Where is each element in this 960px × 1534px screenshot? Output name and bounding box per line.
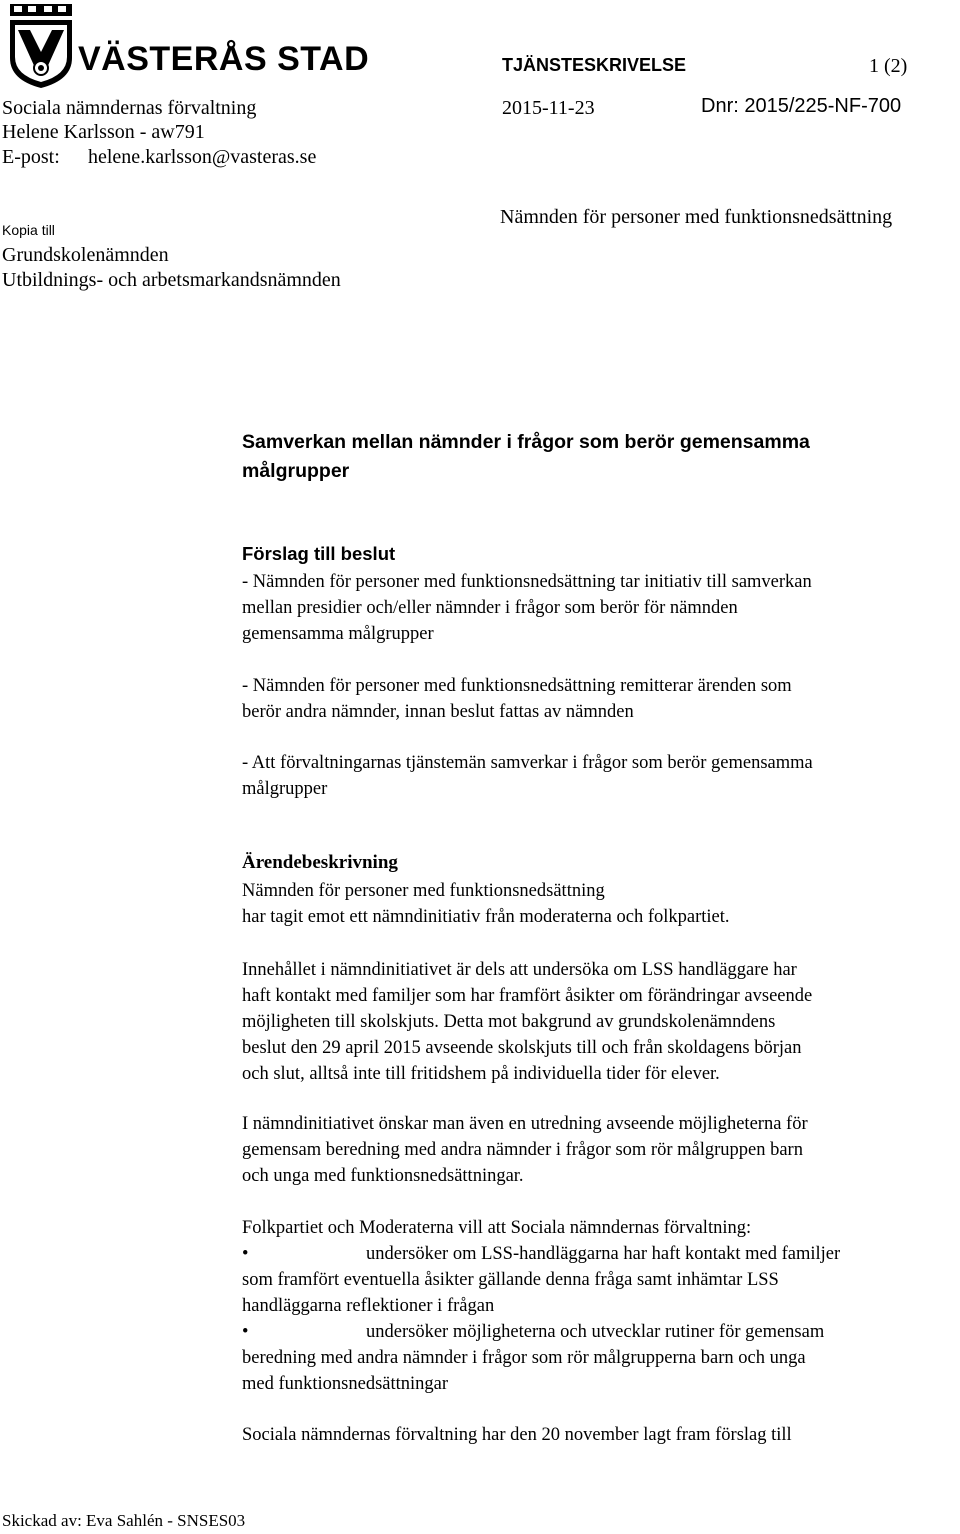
paragraph [242, 1111, 958, 1189]
text-line: handläggarna reflektioner i frågan [242, 1296, 495, 1316]
author: Helene Karlsson - aw791 [2, 121, 205, 143]
text-line: - Nämnden för personer med funktionsnedsättning tar initiativ till samverkan [242, 572, 812, 592]
text-line: berör andra nämnder, innan beslut fattas av nämnden [242, 702, 634, 722]
document-date: 2015-11-23 [502, 97, 595, 119]
proposal-item [242, 569, 958, 647]
copy-recipient: Grundskolenämnden [2, 244, 169, 266]
copy-recipient: Utbildnings- och arbetsmarkandsnämnden [2, 269, 341, 291]
city-logo [6, 0, 370, 90]
text-line: har tagit emot ett nämndinitiativ från moderaterna och folkpartiet. [242, 907, 730, 927]
coat-of-arms-icon [6, 0, 76, 90]
text-line: gemensam beredning med andra nämnder i frågor som rör målgruppen barn [242, 1140, 803, 1160]
text-line: Sociala nämndernas förvaltning har den 20 november lagt fram förslag till [242, 1425, 792, 1445]
list-item [242, 1319, 958, 1345]
paragraph [242, 1215, 958, 1397]
title-line: Samverkan mellan nämnder i frågor som berör gemensamma [242, 431, 810, 453]
text-line: haft kontakt med familjer som har framfört åsikter om förändringar avseende [242, 986, 813, 1006]
proposal-item [242, 673, 958, 725]
text-line: - Nämnden för personer med funktionsnedsättning remitterar ärenden som [242, 676, 792, 696]
paragraph [242, 1422, 958, 1448]
email-label: E-post: [2, 146, 60, 168]
proposal-item [242, 750, 958, 802]
text-line: och unga med funktionsnedsättningar. [242, 1166, 524, 1186]
text-line: möjligheten till skolskjuts. Detta mot bakgrund av grundskolenämndens [242, 1012, 776, 1032]
title-line: målgrupper [242, 460, 350, 482]
text-line: och slut, alltså inte till fritidshem på individuella tider för elever. [242, 1064, 720, 1084]
text-line: Innehållet i nämndinitiativet är dels att undersöka om LSS handläggare har [242, 960, 797, 980]
footer-sent-by: Skickad av: Eva Sahlén - SNSES03 [2, 1511, 246, 1530]
text-line: undersöker möjligheterna och utvecklar rutiner för gemensam [366, 1322, 825, 1342]
text-line: beredning med andra nämnder i frågor som rör målgrupperna barn och unga [242, 1348, 806, 1368]
list-item [242, 1241, 958, 1267]
text-line: I nämndinitiativet önskar man även en utredning avseende möjligheterna för [242, 1114, 808, 1134]
text-line: Folkpartiet och Moderaterna vill att Sociala nämndernas förvaltning: [242, 1218, 752, 1238]
recipient: Nämnden för personer med funktionsnedsättning [500, 206, 893, 228]
text-line: målgrupper [242, 779, 328, 799]
text-line: med funktionsnedsättningar [242, 1374, 449, 1394]
bullet-icon: • [242, 1322, 249, 1342]
bullet-icon: • [242, 1244, 249, 1264]
document-type: TJÄNSTESKRIVELSE [502, 55, 687, 75]
text-line: Nämnden för personer med funktionsnedsättning [242, 881, 605, 901]
text-line: gemensamma målgrupper [242, 624, 434, 644]
text-line: mellan presidier och/eller nämnder i frågor som berör för nämnden [242, 598, 738, 618]
page-number: 1 (2) [869, 55, 908, 77]
logo-wordmark: VÄSTERÅS STAD [78, 40, 370, 78]
paragraph [242, 878, 958, 930]
proposal-heading: Förslag till beslut [242, 543, 396, 564]
document-title [242, 428, 810, 486]
document-dnr: Dnr: 2015/225-NF-700 [701, 95, 902, 117]
text-line: som framfört eventuella åsikter gällande denna fråga samt inhämtar LSS [242, 1270, 779, 1290]
text-line: beslut den 29 april 2015 avseende skolskjuts till och från skoldagens början [242, 1038, 802, 1058]
copy-label: Kopia till [2, 222, 55, 238]
department: Sociala nämndernas förvaltning [2, 97, 257, 119]
text-line: undersöker om LSS-handläggarna har haft kontakt med familjer [366, 1244, 841, 1264]
email-link[interactable]: helene.karlsson@vasteras.se [88, 146, 317, 168]
description-heading: Ärendebeskrivning [242, 852, 398, 873]
paragraph [242, 957, 958, 1087]
text-line: - Att förvaltningarnas tjänstemän samverkar i frågor som berör gemensamma [242, 753, 813, 773]
